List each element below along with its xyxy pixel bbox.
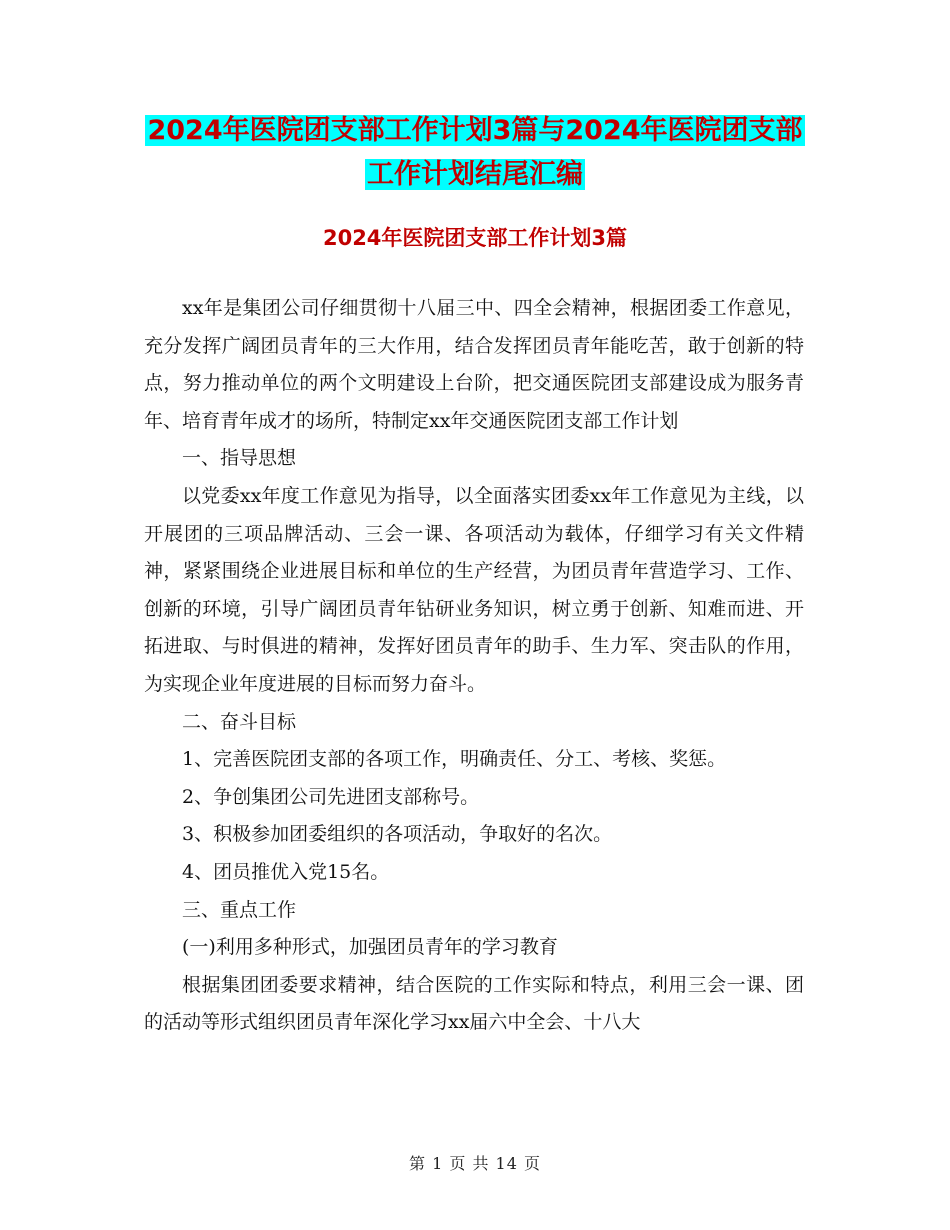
list-item-goal-3: 3、积极参加团委组织的各项活动，争取好的名次。 bbox=[182, 823, 613, 846]
section-title: 2024年医院团支部工作计划3篇 bbox=[322, 226, 628, 250]
document-body bbox=[144, 290, 804, 1042]
list-item-goal-4: 4、团员推优入党15名。 bbox=[182, 860, 390, 883]
list-item-goal-1: 1、完善医院团支部的各项工作，明确责任、分工、考核、奖惩。 bbox=[182, 748, 727, 771]
document-title-line-1 bbox=[0, 108, 950, 154]
subheading-study-education: (一)利用多种形式，加强团员青年的学习教育 bbox=[182, 936, 558, 959]
title-highlight-2: 工作计划结尾汇编 bbox=[367, 159, 583, 190]
paragraph-intro: xx年是集团公司仔细贯彻十八届三中、四全会精神，根据团委工作意见，充分发挥广阔团员青年的三大作用，结合发挥团员青年能吃苦，敢于创新的特点，努力推动单位的两个文明建设上台阶，把交通医院团支部建设成为服务青年、培育青年成才的场所，特制定xx年交通医院团支部工作计划 bbox=[144, 297, 804, 432]
heading-key-work: 三、重点工作 bbox=[182, 898, 297, 921]
list-item-goal-2: 2、争创集团公司先进团支部称号。 bbox=[182, 785, 480, 808]
page-number-footer: 第 1 页 共 14 页 bbox=[409, 1154, 541, 1173]
heading-goals: 二、奋斗目标 bbox=[182, 710, 297, 733]
heading-guiding-ideology: 一、指导思想 bbox=[182, 447, 297, 470]
title-highlight-1: 2024年医院团支部工作计划3篇与2024年医院团支部 bbox=[147, 115, 803, 146]
document-title-line-2 bbox=[0, 152, 950, 198]
paragraph-study-education: 根据集团团委要求精神，结合医院的工作实际和特点，利用三会一课、团的活动等形式组织团员青年深化学习xx届六中全会、十八大 bbox=[144, 973, 804, 1034]
paragraph-guiding-ideology: 以党委xx年度工作意见为指导，以全面落实团委xx年工作意见为主线，以开展团的三项品牌活动、三会一课、各项活动为载体，仔细学习有关文件精神，紧紧围绕企业进展目标和单位的生产经营，为团员青年营造学习、工作、创新的环境，引导广阔团员青年钻研业务知识，树立勇于创新、知难而进、开拓进取、与时俱进的精神，发挥好团员青年的助手、生力军、突击队的作用，为实现企业年度进展的目标而努力奋斗。 bbox=[144, 484, 804, 695]
